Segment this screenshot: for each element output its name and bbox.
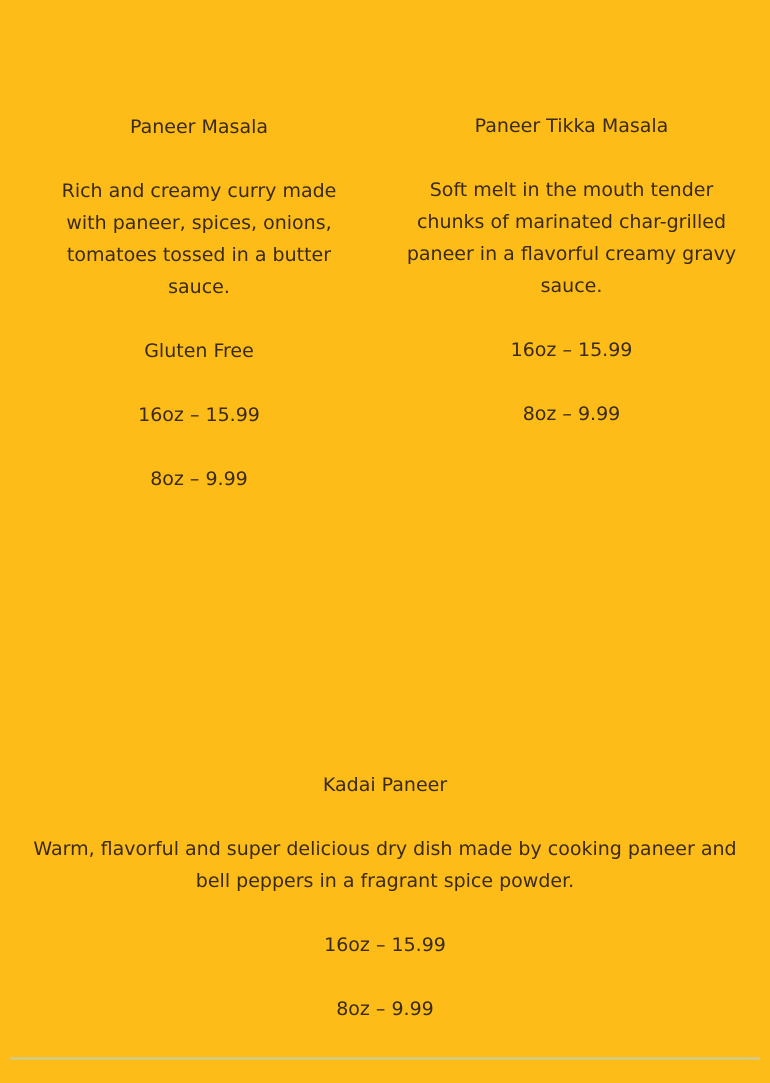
price-small: 8oz – 9.99 [336, 998, 434, 1020]
menu-item-paneer-tikka-masala [400, 110, 743, 462]
menu-item-kadai-paneer [30, 769, 740, 1057]
dish-tag: Gluten Free [144, 340, 254, 362]
dish-name: Kadai Paneer [322, 774, 448, 796]
dish-description: Soft melt in the mouth tender chunks of marinated char-grilled paneer in a flavorful creamy gravy sauce. [406, 179, 737, 297]
dish-name: Paneer Tikka Masala [474, 115, 669, 137]
menu-item-paneer-masala [40, 111, 358, 527]
section-divider [10, 1057, 760, 1060]
dish-description: Warm, flavorful and super delicious dry dish made by cooking paneer and bell peppers in a fragrant spice powder. [33, 838, 737, 892]
price-large: 16oz – 15.99 [138, 404, 260, 426]
price-large: 16oz – 15.99 [324, 934, 446, 956]
price-small: 8oz – 9.99 [522, 403, 621, 425]
dish-name: Paneer Masala [129, 116, 269, 138]
price-small: 8oz – 9.99 [150, 468, 248, 490]
dish-description: Rich and creamy curry made with paneer, spices, onions, tomatoes tossed in a butter sauce. [61, 180, 337, 298]
price-large: 16oz – 15.99 [510, 339, 633, 361]
